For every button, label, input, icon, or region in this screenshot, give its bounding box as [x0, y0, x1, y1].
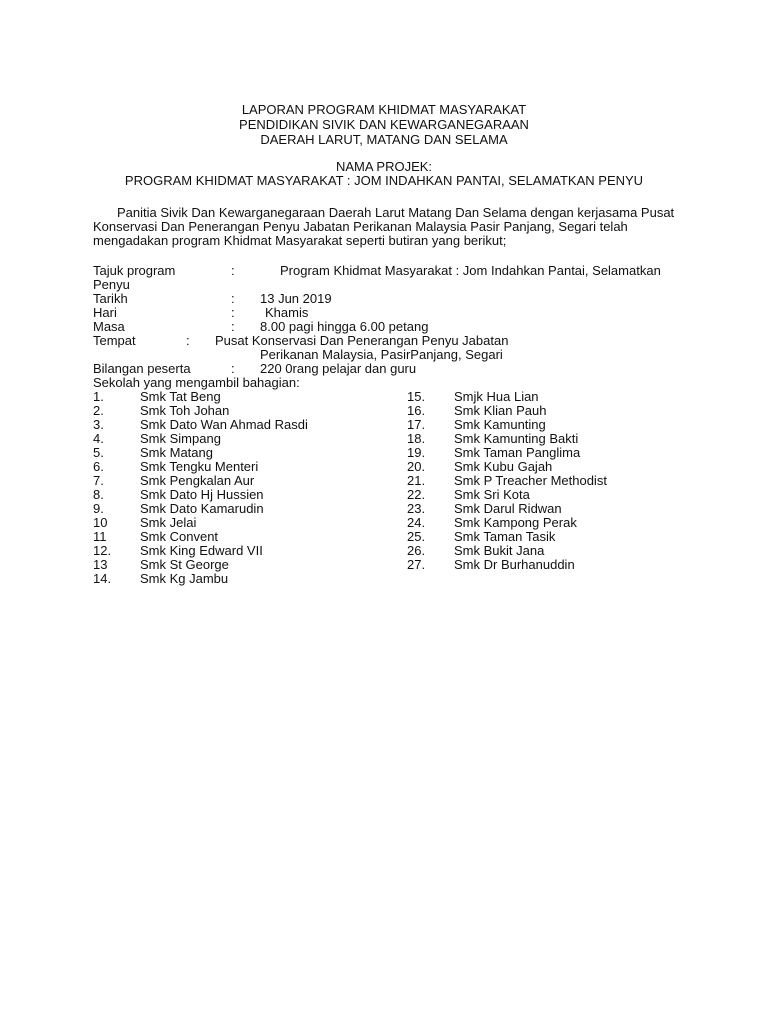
tarikh-colon: : [231, 291, 235, 306]
item-number: 9. [93, 501, 104, 516]
school-name: Smk Taman Panglima [454, 445, 581, 460]
item-number: 27. [407, 557, 426, 572]
item-number: 17. [407, 417, 426, 432]
tempat-colon: : [186, 333, 190, 348]
project-name: PROGRAM KHIDMAT MASYARAKAT : JOM INDAHKAN PANTAI, SELAMATKAN PENYU [124, 173, 644, 188]
school-name: Smk P Treacher Methodist [454, 473, 607, 488]
school-name: Smk Darul Ridwan [454, 501, 562, 516]
school-name: Smk Toh Johan [140, 403, 230, 418]
school-name: Smk Matang [140, 445, 213, 460]
tajuk-colon: : [231, 263, 235, 278]
tempat-value: Pusat Konservasi Dan Penerangan Penyu Jabatan [215, 333, 509, 348]
tarikh-value: 13 Jun 2019 [260, 291, 332, 306]
item-number: 26. [407, 543, 426, 558]
item-number: 1. [93, 389, 104, 404]
item-number: 20. [407, 459, 426, 474]
school-name: Smk Taman Tasik [454, 529, 556, 544]
school-name: Smk Klian Pauh [454, 403, 547, 418]
report-title-line3: DAERAH LARUT, MATANG DAN SELAMA [260, 132, 508, 147]
school-name: Smk Simpang [140, 431, 221, 446]
masa-label: Masa [93, 319, 125, 334]
school-name: Smk St George [140, 557, 229, 572]
item-number: 3. [93, 417, 104, 432]
intro-line3: mengadakan program Khidmat Masyarakat seperti butiran yang berikut; [93, 233, 507, 248]
hari-label: Hari [93, 305, 117, 320]
sekolah-label: Sekolah yang mengambil bahagian: [93, 375, 300, 390]
tarikh-label: Tarikh [93, 291, 128, 306]
project-label: NAMA PROJEK: [335, 159, 433, 174]
school-name: Smk Pengkalan Aur [140, 473, 255, 488]
intro-line2: Konservasi Dan Penerangan Penyu Jabatan Perikanan Malaysia Pasir Panjang, Segari telah [93, 219, 628, 234]
tajuk-value-cont: Penyu [93, 277, 130, 292]
item-number: 21. [407, 473, 426, 488]
school-name: Smjk Hua Lian [454, 389, 539, 404]
item-number: 22. [407, 487, 426, 502]
school-name: Smk Dato Kamarudin [140, 501, 264, 516]
school-name: Smk Kubu Gajah [454, 459, 553, 474]
tajuk-label: Tajuk program [93, 263, 176, 278]
bilangan-label: Bilangan peserta [93, 361, 191, 376]
item-number: 2. [93, 403, 104, 418]
item-number: 19. [407, 445, 426, 460]
item-number: 16. [407, 403, 426, 418]
school-name: Smk Bukit Jana [454, 543, 545, 558]
item-number: 6. [93, 459, 104, 474]
masa-value: 8.00 pagi hingga 6.00 petang [260, 319, 429, 334]
tempat-value-cont: Perikanan Malaysia, PasirPanjang, Segari [260, 347, 503, 362]
report-title-line2: PENDIDIKAN SIVIK DAN KEWARGANEGARAAN [239, 117, 529, 132]
item-number: 18. [407, 431, 426, 446]
report-title-line1: LAPORAN PROGRAM KHIDMAT MASYARAKAT [241, 102, 527, 117]
hari-colon: : [231, 305, 235, 320]
school-name: Smk Dato Wan Ahmad Rasdi [140, 417, 308, 432]
school-name: Smk Dr Burhanuddin [454, 557, 575, 572]
school-name: Smk Sri Kota [454, 487, 530, 502]
school-name: Smk Kamunting [454, 417, 546, 432]
school-name: Smk Dato Hj Hussien [140, 487, 264, 502]
tajuk-value: Program Khidmat Masyarakat : Jom Indahkan Pantai, Selamatkan [280, 263, 661, 278]
item-number: 15. [407, 389, 426, 404]
school-name: Smk King Edward VII [140, 543, 263, 558]
school-name: Smk Tat Beng [140, 389, 221, 404]
masa-colon: : [231, 319, 235, 334]
item-number: 11 [93, 529, 107, 544]
item-number: 23. [407, 501, 426, 516]
item-number: 25. [407, 529, 426, 544]
item-number: 8. [93, 487, 104, 502]
bilangan-colon: : [231, 361, 235, 376]
bilangan-value: 220 0rang pelajar dan guru [260, 361, 417, 376]
item-number: 13 [93, 557, 108, 572]
item-number: 14. [93, 571, 112, 586]
tempat-label: Tempat [93, 333, 136, 348]
intro-line1: Panitia Sivik Dan Kewarganegaraan Daerah Larut Matang Dan Selama dengan kerjasama Pusat [117, 205, 675, 220]
hari-value: Khamis [265, 305, 309, 320]
item-number: 7. [93, 473, 104, 488]
school-name: Smk Tengku Menteri [140, 459, 259, 474]
item-number: 5. [93, 445, 104, 460]
school-name: Smk Convent [140, 529, 219, 544]
school-name: Smk Kampong Perak [454, 515, 577, 530]
item-number: 10 [93, 515, 108, 530]
item-number: 24. [407, 515, 426, 530]
item-number: 4. [93, 431, 104, 446]
item-number: 12. [93, 543, 112, 558]
school-name: Smk Jelai [140, 515, 197, 530]
school-name: Smk Kg Jambu [140, 571, 229, 586]
school-name: Smk Kamunting Bakti [454, 431, 579, 446]
